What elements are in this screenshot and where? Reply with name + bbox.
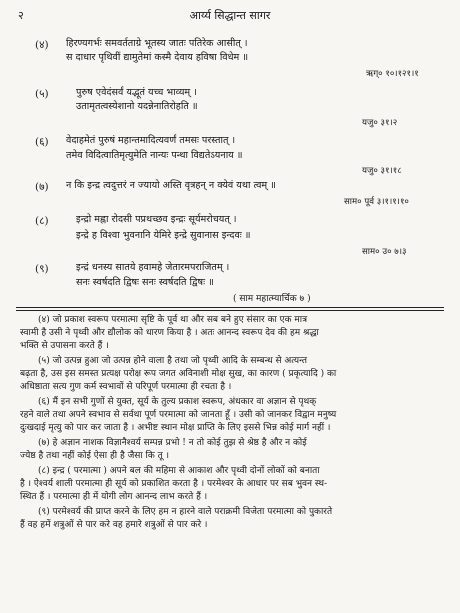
verse-reference: यजु० ३१।१८ [362,166,402,176]
verse-line: इन्द्रं धनस्य सातये हवामहे जेतारमपराजितम् । [76,262,230,273]
verse-number: (५) [35,88,49,100]
verse-line: उतामृतत्वस्येशानो यदन्नेनातिरोहति ॥ [76,101,198,112]
note-line: अधिष्ठाता सत्य गुण कर्म स्वभावों से परिपूर्ण परमात्मा ही रचता है । [20,382,232,392]
verse-number: (९) [35,263,49,275]
verse-number: (७) [35,181,49,193]
page-header [0,8,460,28]
verse-number: (६) [35,136,49,148]
note-line: (५) जो उत्पन्न हुआ जो उत्पन्न होने वाला है तथा जो पृथ्वी आदि के सम्बन्ध से अत्यन्त [38,356,308,366]
verse-line: सनः स्वर्षदति द्विषः सनः स्वर्षदति द्विषः ॥ [76,277,214,288]
note-line: (९) परमेश्वर्य की प्राप्त करने के लिए हम न हारने वाले पराक्रमी विजेता परमात्मा को पुकारते [38,507,333,517]
page-number: २ [18,9,24,22]
note-line: रहने वाले तथा अपने स्वभाव से सर्वथा पूर्ण परमात्मा को जानता हूँ । उसी को जानकर विद्वान मनुष्य [20,410,337,420]
translation-notes [0,311,460,601]
note-line: है । ऐश्वर्य शाली परमात्मा ही सूर्य को प्रकाशित करता है । परमेश्वर के आधार पर सब भुवन स्थ- [20,479,327,489]
verse-reference: साम० पूर्व ३।१।१।१० [344,197,409,207]
note-line: (६) मैं इन सभी गुणों से युक्त, सूर्य के तुल्य प्रकाश स्वरूप, अंधकार वा अज्ञान से पृथक् [38,397,317,407]
source-note: ( साम महात्म्यार्चिक ७ ) [233,294,311,304]
verse-line: इन्द्रो मह्ना रोदसी पप्रथच्छव इन्द्रः सूर्यमरोचयत् । [76,214,237,225]
note-line: (८) इन्द्र ( परमात्मा ) अपने बल की महिमा से आकाश और पृथ्वी दोनों लोकों को बनाता [38,466,320,476]
verse-line: न कि इन्द्र त्वदुत्तरं न ज्यायो अस्ति वृत्रहन् न क्येवं यथा त्वम् ॥ [66,180,276,191]
note-line: स्वामी है उसी ने पृथ्वी और द्यौलोक को धारण किया है । अतः आनन्द स्वरूप देव की हम श्रद्धा [20,328,319,338]
note-line: दुःखदाई मृत्यु को पार कर जाता है । अभीष्ट स्थान मोक्ष प्राप्ति के लिए इससे भिन्न कोई मार्ग नहीं । [20,423,331,433]
page-title: आर्य्य सिद्धान्त सागर [189,9,271,22]
verse-line: हिरण्यगर्भः समवर्तताग्रे भूतस्य जातः पतिरेक आसीत् । [66,38,248,49]
verse-line: तमेव विदित्वातिमृत्युमेति नान्यः पन्था विद्यतेऽयनाय ॥ [66,150,243,161]
verse-line: स दाधार पृथिवीं द्यामुतेमां कस्मै देवाय हविषा विधेम ॥ [66,52,249,63]
verse-line: इन्द्रे ह विश्वा भुवनानि येमिरे इन्द्रे सुवानास इन्दवः ॥ [76,230,251,241]
note-line: बढ़ता है, उस इस समस्त प्रत्यक्ष परोक्ष रूप जगत अविनाशी मोक्ष सुख, का कारण ( प्रकृत्यादि ) का [20,369,337,379]
note-line: स्थित हैं । परमात्मा ही में योगी लोग आनन्द लाभ करते हैं । [20,492,208,502]
note-line: हैं वह हमें शत्रुओं से पार करे वह हमारे शत्रुओं से पार करे । [20,520,208,530]
note-line: ज्येष्ठ है तथा नहीं कोई ऐसा ही है जैसा कि तू । [20,451,170,461]
verse-reference: ऋग्० १०।१२१।१ [366,69,419,79]
verses-section [0,38,460,296]
verse-line: वेदाहमेतं पुरुषं महान्तमादित्यवर्णं तमसः परस्तात् । [66,135,236,146]
verse-line: पुरुष एवेदंसर्वं यद्भूतं यच्च भाव्यम् । [76,87,197,98]
verse-number: (८) [35,215,49,227]
verse-reference: यजु० ३१।२ [362,118,398,128]
note-line: (७) हे अज्ञान नाशक विज्ञानैश्वर्य सम्पन्न प्रभो ! न तो कोई तुझ से श्रेष्ठ है और न कोई [38,438,307,448]
verse-reference: साम० उ० ७।३ [362,247,407,257]
verse-number: (४) [35,39,49,51]
note-line: (४) जो प्रकाश स्वरूप परमात्मा सृष्टि के पूर्व था और सब बने हुए संसार का एक मात्र [38,315,308,325]
note-line: भक्ति से उपासना करते हैं । [20,341,109,351]
divider [16,307,444,308]
